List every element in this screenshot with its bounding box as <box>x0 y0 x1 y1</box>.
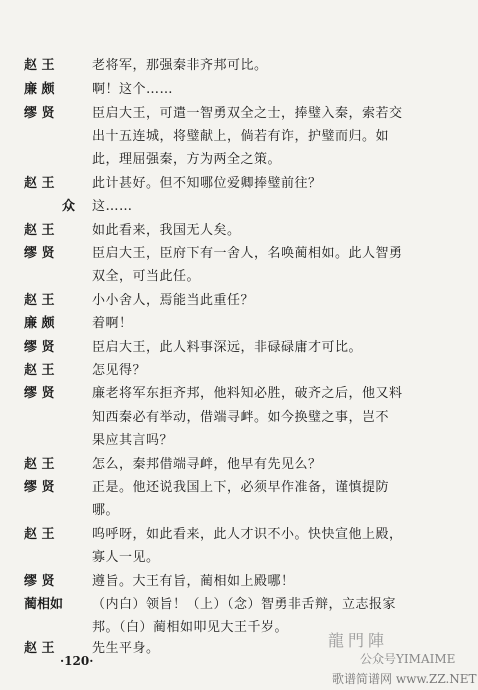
script-line <box>24 55 464 77</box>
watermark-url: 歌谱简谱网 www.ZZ.NET <box>332 672 477 686</box>
script-line <box>24 149 464 171</box>
speaker-name: 赵 王 <box>24 58 55 73</box>
script-line <box>24 290 464 312</box>
line-text: 邦。（白）蔺相如叩见大王千岁。 <box>92 620 289 635</box>
speaker-name: 廉 颇 <box>24 316 55 331</box>
line-text: 啊！这个…… <box>92 82 174 97</box>
speaker-name: 众 <box>62 199 76 214</box>
speaker-name: 蔺相如 <box>24 597 64 612</box>
script-line <box>24 103 464 125</box>
line-text: 果应其言吗？ <box>92 433 174 448</box>
page-number: ·120· <box>60 654 94 668</box>
line-text: 遵旨。大王有旨，蔺相如上殿哪！ <box>92 574 295 589</box>
speaker-name: 缪 贤 <box>24 106 55 121</box>
line-text: （内白）领旨！（上）（念）智勇非舌辩，立志报家 <box>92 597 397 612</box>
line-text: 知西秦必有举动，借端寻衅。如今换璧之事，岂不 <box>92 410 390 425</box>
line-text: 怎见得？ <box>92 363 147 378</box>
script-line <box>24 360 464 382</box>
line-text: 出十五连城，将璧献上，倘若有诈，护璧而归。如 <box>92 129 390 144</box>
line-text: 此，理屈强秦，方为两全之策。 <box>92 152 282 167</box>
script-line <box>24 243 464 265</box>
line-text: 臣启大王，此人料事深远，非碌碌庸才可比。 <box>92 340 363 355</box>
speaker-name: 廉 颇 <box>24 82 55 97</box>
script-line <box>24 266 464 288</box>
script-line <box>24 594 464 616</box>
script-line <box>24 313 464 335</box>
script-line <box>24 571 464 593</box>
script-line <box>24 500 464 522</box>
speaker-name: 缪 贤 <box>24 386 55 401</box>
line-text: 怎么，秦邦借端寻衅，他早有先见么？ <box>92 457 322 472</box>
speaker-name: 缪 贤 <box>24 340 55 355</box>
line-text: 廉老将军东拒齐邦，他料知必胜，破齐之后，他又料 <box>92 386 403 401</box>
speaker-name: 赵 王 <box>24 527 55 542</box>
speaker-name: 赵 王 <box>24 176 55 191</box>
script-line <box>24 617 464 639</box>
script-line <box>24 79 464 101</box>
line-text: 臣启大王，可遣一智勇双全之士，捧璧入秦，索若交 <box>92 106 403 121</box>
script-line <box>24 407 464 429</box>
script-line <box>24 220 464 242</box>
line-text: 这…… <box>92 199 133 214</box>
line-text: 老将军，那强秦非齐邦可比。 <box>92 58 268 73</box>
speaker-name: 赵 王 <box>24 293 55 308</box>
line-text: 臣启大王，臣府下有一舍人，名唤蔺相如。此人智勇 <box>92 246 403 261</box>
line-text: 着啊！ <box>92 316 133 331</box>
line-text: 寡人一见。 <box>92 550 160 565</box>
watermark-logo: 龍門陣 <box>328 631 389 650</box>
script-line <box>24 430 464 452</box>
line-text: 正是。他还说我国上下，必须早作准备，谨慎提防 <box>92 480 390 495</box>
speaker-name: 赵 王 <box>24 457 55 472</box>
line-text: 此计甚好。但不知哪位爱卿捧璧前往？ <box>92 176 322 191</box>
speaker-name: 缪 贤 <box>24 246 55 261</box>
line-text: 哪。 <box>92 503 120 518</box>
line-text: 小小舍人，焉能当此重任？ <box>92 293 255 308</box>
script-line <box>24 454 464 476</box>
script-line <box>24 383 464 405</box>
line-text: 呜呼呀，如此看来，此人才识不小。快快宣他上殿， <box>92 527 403 542</box>
script-line <box>24 196 464 218</box>
speaker-name: 赵 王 <box>24 223 55 238</box>
script-line <box>24 524 464 546</box>
line-text: 如此看来，我国无人矣。 <box>92 223 241 238</box>
line-text: 先生平身。 <box>92 641 160 656</box>
watermark-site: 公众号YIMAIME <box>360 652 456 666</box>
line-text: 双全，可当此任。 <box>92 269 201 284</box>
script-line <box>24 173 464 195</box>
script-line <box>24 126 464 148</box>
speaker-name: 赵 王 <box>24 641 55 656</box>
script-line <box>24 477 464 499</box>
speaker-name: 缪 贤 <box>24 574 55 589</box>
script-line <box>24 547 464 569</box>
speaker-name: 缪 贤 <box>24 480 55 495</box>
script-line <box>24 337 464 359</box>
speaker-name: 赵 王 <box>24 363 55 378</box>
